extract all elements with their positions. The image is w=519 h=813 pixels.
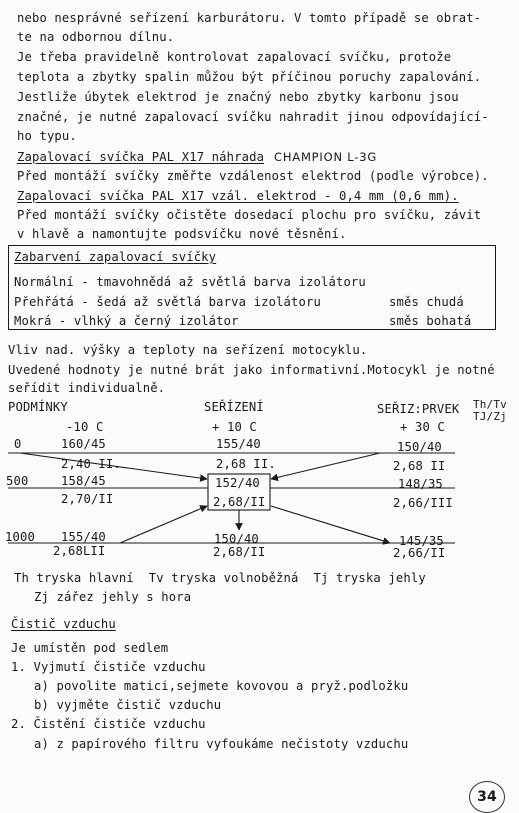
table-cell: 158/45 [61,474,106,488]
table-cell: 2,66/III [393,496,453,510]
intro-line: Je třeba pravidelně kontrolovat zapalovací svíčku, protože [17,50,452,64]
insulator-state-wet: Mokrá - vlhký a černý izolátor [14,314,239,328]
table-cell: 155/40 [61,530,106,544]
altitude-label: 1000 [5,530,35,544]
table-cell: 2,68 II [393,459,446,473]
table-header-conditions: PODMÍNKY [8,400,68,414]
table-cell: 145/35 [399,534,444,548]
temperature-label: -10 C [66,420,104,434]
plug-install-line: Před montáží svíčky očistěte dosedací plochu pro svíčku, závit [17,208,482,222]
table-header-abbr: TJ/Zj [473,410,507,423]
table-cell: 2,68/II [213,495,266,509]
altitude-intro-line: Uvedené hodnoty je nutné brát jako informativní.Motocykl je notné [8,363,495,377]
table-cell: 150/40 [397,440,442,454]
intro-line: značné, je nutné zapalovací svíčku nahradit jinou odpovídající- [17,110,489,124]
table-header-abbr: Th/Tv [473,398,507,411]
table-cell: 2,68LII [53,544,106,558]
table-cell: 150/40 [214,532,259,546]
insulator-box-title: Zabarvení zapalovací svíčky [14,250,217,264]
table-cell: 152/40 [215,476,260,490]
mixture-lean: směs chudá [389,295,464,309]
intro-line: nebo nesprávné seřízení karburátoru. V tomto případě se obrat- [17,11,482,25]
intro-line: Jestliže úbytek elektrod je značný nebo zbytky karbonu jsou [17,90,459,104]
plug-install-line: v hlavě a namontujte podsvíčku nové těsnění. [17,227,347,241]
altitude-label: 500 [6,474,29,488]
intro-line: teplota a zbytky spalin můžou být příčinou poruchy zapalování. [17,70,482,84]
intro-line: ho typu. [17,129,77,143]
altitude-intro-line: Vliv nad. výšky a teploty na seřízení motocyklu. [8,343,368,357]
table-header-element: SEŘIZ:PRVEK [377,402,460,416]
altitude-label: 0 [14,437,22,451]
altitude-intro-line: seřídit individualně. [8,381,166,395]
table-cell: 160/45 [61,437,106,451]
temperature-label: + 10 C [212,420,257,434]
legend-line: Th tryska hlavní Tv tryska volnoběžná Tj tryska jehly [14,571,426,585]
air-filter-location: Je umístěn pod sedlem [11,641,169,655]
table-cell: 2,66/II [393,546,446,560]
table-header-setting: SEŘÍZENÍ [204,400,264,414]
page-number: 34 [469,781,505,813]
air-filter-step: b) vyjměte čistič vzduchu [34,698,222,712]
air-filter-heading: Čistič vzduchu [11,617,116,631]
air-filter-step: a) povolite matici,sejmete kovovou a pryž.podložku [34,679,409,693]
intro-line: te na odbornou dílnu. [17,30,175,44]
table-cell: 2,70/II [61,492,114,506]
temperature-label: + 30 C [400,420,445,434]
plug-replacement-heading: Zapalovací svíčka PAL X17 náhrada [17,150,265,164]
table-cell: 2,40 II. [61,457,121,471]
insulator-state-normal: Normální - tmavohnědá až světlá barva izolátoru [14,275,366,289]
legend-line: Zj zářez jehly s hora [34,590,192,604]
plug-gap-heading: Zapalovací svíčka PAL X17 vzál. elektrod - 0,4 mm (0,6 mm). [17,189,459,203]
air-filter-step: 2. Čistění čističe vzduchu [11,717,206,731]
arrow [120,506,207,543]
air-filter-step: 1. Vyjmutí čističe vzduchu [11,660,206,674]
table-cell: 2,68/II [213,545,266,559]
arrow [271,506,390,543]
plug-gap-instruction: Před montáží svíčky změřte vzdálenost elektrod (podle výrobce). [17,169,489,183]
arrow [271,453,380,479]
table-cell: 2,68 II. [216,457,276,471]
table-cell: 148/35 [398,477,443,491]
air-filter-step: a) z papírového filtru vyfoukáme nečistoty vzduchu [34,737,409,751]
insulator-state-overheated: Přehřátá - šedá až světlá barva izolátoru [14,295,321,309]
mixture-rich: směs bohatá [389,314,472,328]
plug-replacement-model: CHAMPION L-3G [274,150,378,164]
table-cell: 155/40 [216,437,261,451]
